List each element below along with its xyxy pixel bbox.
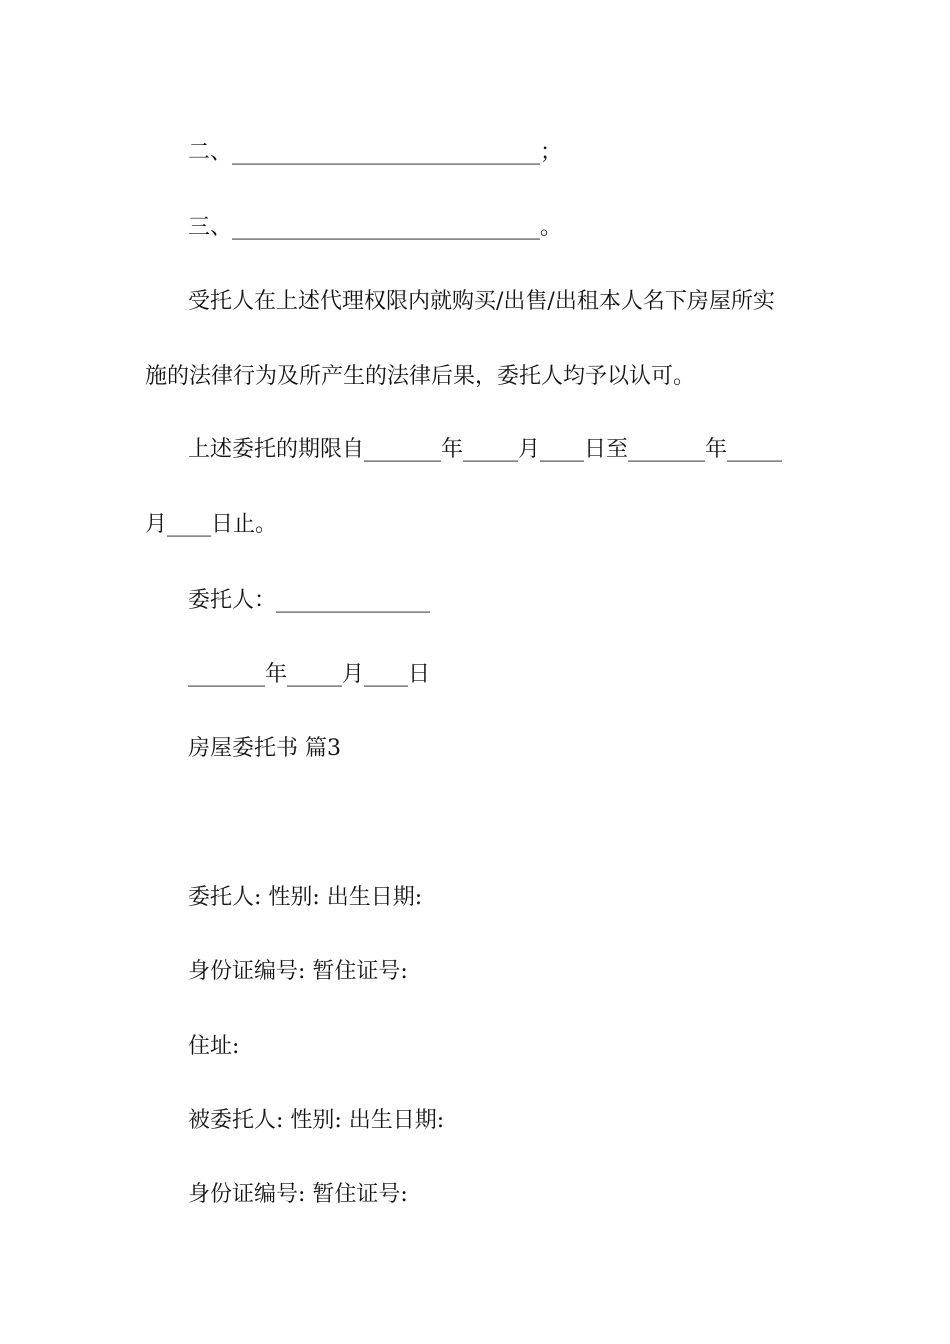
paragraph-line: 施的法律行为及所产生的法律后果，委托人均予以认可。 [145, 364, 696, 389]
term-line: 月____日止。 [145, 512, 278, 537]
id-info-line: 身份证编号: 暂住证号: [188, 1182, 408, 1207]
principal-info-line: 委托人: 性别: 出生日期: [188, 885, 423, 910]
date-line: _______年_____月____日 [188, 662, 431, 687]
section-heading: 房屋委托书 篇3 [188, 736, 341, 761]
id-info-line: 身份证编号: 暂住证号: [188, 959, 408, 984]
address-line: 住址: [188, 1034, 240, 1059]
item-three-blank: 三、____________________________。 [188, 215, 563, 240]
term-line: 上述委托的期限自_______年_____月____日至_______年_____ [188, 437, 783, 462]
item-two-blank: 二、____________________________； [188, 140, 563, 165]
agent-info-line: 被委托人: 性别: 出生日期: [188, 1108, 445, 1133]
paragraph-line: 受托人在上述代理权限内就购买/出售/出租本人名下房屋所实 [188, 289, 775, 314]
principal-signature-line: 委托人：______________ [188, 588, 431, 613]
